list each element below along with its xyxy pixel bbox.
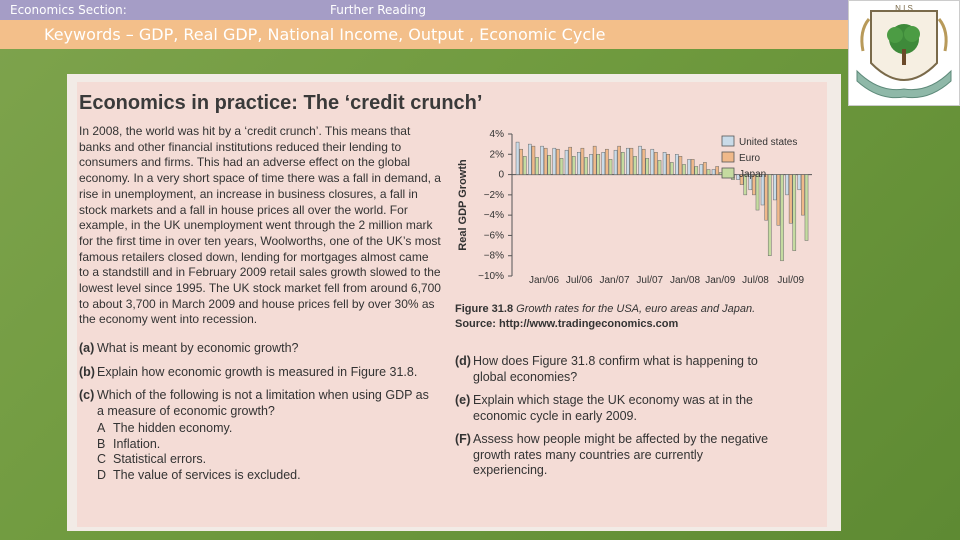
bar-1 xyxy=(642,149,645,174)
x-tick-label: Jul/09 xyxy=(777,275,805,286)
bar-1 xyxy=(703,162,706,174)
bar-2 xyxy=(535,157,538,174)
bar-2 xyxy=(707,170,710,175)
question-f: (F) Assess how people might be affected by the negative growth rates many countries are currently experiencing. xyxy=(455,432,769,477)
bar-0 xyxy=(528,144,531,174)
bar-0 xyxy=(700,164,703,174)
question-c-options xyxy=(97,421,439,483)
question-e: (e) Explain which stage the UK economy was at in the economic cycle in early 2009. xyxy=(455,393,754,423)
question-b: (b) Explain how economic growth is measured in Figure 31.8. xyxy=(79,364,418,379)
question-a: (a) What is meant by economic growth? xyxy=(79,341,299,355)
bar-0 xyxy=(786,175,789,195)
bar-1 xyxy=(630,148,633,174)
x-tick-label: Jul/08 xyxy=(742,275,769,286)
bar-2 xyxy=(560,158,563,174)
bar-2 xyxy=(780,175,783,261)
bar-2 xyxy=(695,166,698,174)
bar-2 xyxy=(597,154,600,174)
legend-label: Japan xyxy=(739,169,767,180)
bar-2 xyxy=(682,164,685,174)
bar-0 xyxy=(663,152,666,174)
bar-2 xyxy=(658,160,661,174)
bar-0 xyxy=(590,154,593,174)
y-tick-label: 4% xyxy=(489,129,504,140)
questions-left xyxy=(79,341,439,491)
bar-0 xyxy=(516,142,519,174)
y-axis-label: Real GDP Growth xyxy=(457,159,469,251)
y-tick-label: −8% xyxy=(483,250,504,262)
bar-0 xyxy=(688,159,691,174)
bar-2 xyxy=(793,175,796,251)
bar-1 xyxy=(556,149,559,174)
further-reading-label: Further Reading xyxy=(330,3,426,17)
bar-0 xyxy=(602,152,605,174)
bar-2 xyxy=(633,156,636,174)
bar-1 xyxy=(801,175,804,216)
bar-1 xyxy=(654,152,657,174)
bar-1 xyxy=(716,166,719,174)
bar-2 xyxy=(646,158,649,174)
crest-icon xyxy=(849,1,959,105)
bar-1 xyxy=(679,156,682,174)
x-tick-label: Jan/07 xyxy=(599,275,630,286)
bar-0 xyxy=(541,146,544,174)
figure-label: Figure 31.8 xyxy=(455,303,514,315)
bar-0 xyxy=(773,175,776,200)
bar-1 xyxy=(593,146,596,174)
bar-1 xyxy=(605,149,608,174)
bar-1 xyxy=(789,175,792,224)
bar-2 xyxy=(584,157,587,174)
bar-2 xyxy=(670,162,673,174)
y-tick-label: −10% xyxy=(478,271,504,282)
x-tick-label: Jan/06 xyxy=(528,275,560,286)
bar-0 xyxy=(651,149,654,174)
legend-label: United states xyxy=(739,137,798,148)
legend-swatch xyxy=(722,168,734,178)
page-title: Economics in practice: The ‘credit crunch’ xyxy=(79,92,483,114)
top-header-bar xyxy=(0,0,848,20)
y-tick-label: 2% xyxy=(489,149,504,161)
gdp-growth-chart xyxy=(452,126,822,286)
option-a: A The hidden economy. xyxy=(97,421,233,435)
y-tick-label: −2% xyxy=(483,189,504,201)
x-tick-label: Jul/06 xyxy=(565,275,593,286)
figure-source: Source: http://www.tradingeconomics.com xyxy=(455,318,679,330)
bar-1 xyxy=(544,148,547,174)
bar-0 xyxy=(712,170,715,175)
school-logo xyxy=(848,0,960,106)
bar-0 xyxy=(675,154,678,174)
figure-caption: Growth rates for the USA, euro areas and Japan. xyxy=(516,303,756,315)
question-d: (d) How does Figure 31.8 confirm what is happening to global economies? xyxy=(455,354,758,384)
option-c: C Statistical errors. xyxy=(97,452,207,466)
bar-0 xyxy=(614,150,617,174)
bar-0 xyxy=(639,146,642,174)
bar-0 xyxy=(577,152,580,174)
logo-text: N.I.S xyxy=(895,4,913,13)
section-label: Economics Section: xyxy=(10,3,127,17)
bar-2 xyxy=(805,175,808,241)
bar-0 xyxy=(565,150,568,174)
bar-2 xyxy=(609,159,612,174)
bar-1 xyxy=(532,146,535,174)
figure-caption-block xyxy=(455,302,755,332)
y-tick-label: −4% xyxy=(483,210,504,222)
legend-label: Euro xyxy=(739,153,761,164)
option-b: B Inflation. xyxy=(97,436,161,451)
legend-swatch xyxy=(722,136,734,146)
bar-1 xyxy=(569,147,572,174)
y-tick-label: 0 xyxy=(498,169,504,181)
x-tick-label: Jan/09 xyxy=(705,275,736,286)
bar-1 xyxy=(618,146,621,174)
questions-right xyxy=(455,354,775,487)
option-d: D The value of services is excluded. xyxy=(97,467,301,482)
bar-1 xyxy=(777,175,780,226)
keywords-text: Keywords – GDP, Real GDP, National Income, Output , Economic Cycle xyxy=(44,25,606,44)
bar-2 xyxy=(621,152,624,174)
bar-1 xyxy=(765,175,768,221)
intro-paragraph: In 2008, the world was hit by a ‘credit crunch’. This means that banks and other financial institutions reduced their lending to consumers and firms. This had an adverse effect on the global economy. In a very short space of time there was a fall in demand, a rise in unemployment, an increase in business closures, a fall in stock markets and a fall in house prices all over the world. For example, in the UK unemployment went through the 2 million mark for the first time in over ten years, Woolworths, one of the UK’s most famous retailers closed down, lending for mortgages almost came to a standstill and in February 2009 retail sales growth slowed to the lowest level since 1995. The UK stock market fell from around 6,700 to about 3,700 in March 2009 and house prices fell by over 30% as the economy went into recession. xyxy=(79,124,441,327)
bar-2 xyxy=(523,156,526,174)
x-tick-label: Jul/07 xyxy=(636,275,664,286)
bar-1 xyxy=(520,149,523,174)
bar-0 xyxy=(798,175,801,190)
keywords-bar xyxy=(0,20,848,49)
legend-swatch xyxy=(722,152,734,162)
bar-2 xyxy=(548,155,551,174)
bar-0 xyxy=(553,148,556,174)
textbook-page xyxy=(67,74,841,531)
bar-2 xyxy=(572,156,575,174)
question-c: (c) Which of the following is not a limitation when using GDP as a measure of economic growth? A The hidden economy. B Inflation. C Statistical errors. D The value of services is excluded. xyxy=(79,388,439,483)
bar-2 xyxy=(768,175,771,256)
bar-1 xyxy=(691,159,694,174)
y-tick-label: −6% xyxy=(483,230,504,242)
x-tick-label: Jan/08 xyxy=(669,275,701,286)
bar-1 xyxy=(581,148,584,174)
bar-0 xyxy=(626,148,629,174)
bar-1 xyxy=(667,154,670,174)
